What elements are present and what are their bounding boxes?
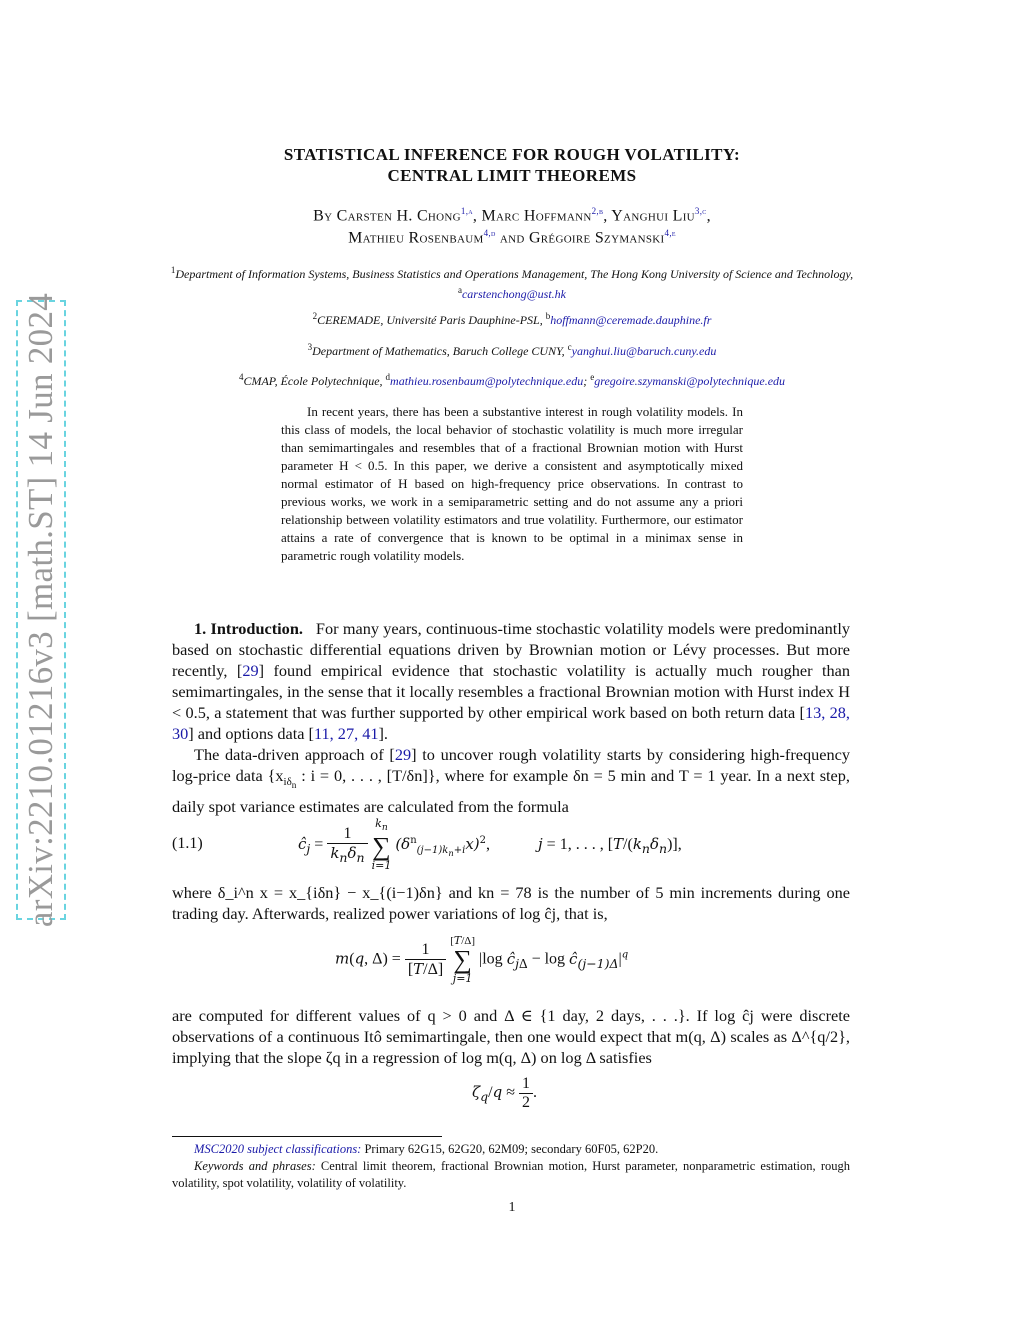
author-name: Yanghui Liu	[611, 207, 695, 225]
equation-1-1: $ĉ_j$ = $\frac{1}{k_n\delta_n}$ $k_n$ ∑ i=1 $(\delta^n_{(j-1)k_n+i}x)^2$, j = 1, . . . , $[T/(k_n\delta_n)]$,	[298, 817, 682, 873]
intro-paragraph-2: The data-driven approach of [29] to uncover rough volatility starts by considering high-frequency log-price data {$x_{i\delta_n}$ : i = 0, . . . , [T/δn]}, where for example δn = 5 min and T = 1 year. In a next step, daily spot variance estimates are calculated from the formula	[172, 745, 851, 817]
author-name: Marc Hoffmann	[481, 207, 592, 225]
footnotes	[172, 1141, 850, 1192]
page-number: 1	[508, 1200, 516, 1215]
msc-footnote: MSC2020 subject classifications: Primary 62G15, 62G20, 62M09; secondary 60F05, 62P20.	[194, 1142, 659, 1156]
equation-slope: $\zeta_q/q$ ≈ $\frac{1}{2}$ .	[472, 1075, 537, 1111]
arxiv-stamp	[16, 292, 66, 928]
email-link[interactable]: yanghui.liu@baruch.cuny.edu	[571, 344, 717, 358]
author-name: Grégoire Szymanski	[528, 229, 665, 247]
authors-line2: Mathieu Rosenbaum$^{4,d}$ and Grégoire Szymanski$^{4,e}$	[348, 228, 676, 247]
footnote-rule	[172, 1136, 442, 1137]
intro-paragraph-4: are computed for different values of q > 0 and Δ ∈ {1 day, 2 days, . . .}. If log ĉj were discrete observations of a continuous Itô semimartingale, then one would expect that m(q, Δ) scales as Δ^{q/2}, implying that the slope ζq in a regression of log m(q, Δ) on log Δ satisfies	[172, 1006, 850, 1067]
email-link[interactable]: hoffmann@ceremade.dauphine.fr	[550, 313, 712, 327]
citation-link[interactable]: 11, 27, 41	[313, 724, 379, 743]
intro-paragraph-3: where δ_i^n x = x_{iδn} − x_{(i−1)δn} and kn = 78 is the number of 5 min increments during one trading day. Afterwards, realized power variations of log ĉj, that is,	[172, 883, 850, 923]
equation-power-variation: m(q, Δ) = $\frac{1}{[T/\Delta]}$ [T/Δ] ∑ j=1 |log $ĉ_{j\Delta} - \log$ $ĉ_{(j-1)\Delta}|^q$	[335, 934, 629, 985]
intro-paragraph-1: 1. Introduction. For many years, continuous-time stochastic volatility models were predominantly based on stochastic differential equations driven by Brownian motion or Lévy processes. But more recently, [29] found empirical evidence that stochastic volatility is actually much rougher than semimartingales, in the sense that it locally resembles a fractional Brownian motion with Hurst index H < 0.5, a statement that was further supported by other empirical work based on both return data [13, 28, 30] and options data [11, 27, 41].	[172, 619, 851, 743]
author-name: Mathieu Rosenbaum	[348, 229, 484, 247]
author-name: Carsten H. Chong	[336, 207, 461, 225]
email-link[interactable]: gregoire.szymanski@polytechnique.edu	[594, 374, 786, 388]
citation-link[interactable]: 13, 28, 30	[172, 703, 850, 743]
paper-title-line1: STATISTICAL INFERENCE FOR ROUGH VOLATILITY:	[283, 145, 741, 164]
paper-title-line2: CENTRAL LIMIT THEOREMS	[387, 166, 637, 185]
affiliation-1: $^1$Department of Information Systems, Business Statistics and Operations Management, The Hong Kong University of Science and Technology, $^a$carstenchong@ust.hk	[170, 265, 854, 301]
email-link[interactable]: carstenchong@ust.hk	[461, 287, 567, 301]
section-heading: 1. Introduction.	[194, 619, 303, 638]
email-link[interactable]: mathieu.rosenbaum@polytechnique.edu	[390, 374, 584, 388]
affiliation-3: $^3$Department of Mathematics, Baruch College CUNY, $^c$yanghui.liu@baruch.cuny.edu	[307, 342, 717, 358]
abstract: In recent years, there has been a substantive interest in rough volatility models. In this class of models, the local behavior of stochastic volatility is much more irregular than semimartingales and resembles that of a fractional Brownian motion with Hurst parameter H < 0.5. In this paper, we derive a consistent and asymptotically mixed normal estimator of H based on high-frequency price observations. In contrast to previous works, we work in a semiparametric setting and do not assume any a priori relationship between volatility estimators and true volatility. Furthermore, our estimator attains a rate of convergence that is known to be optimal in a minimax sense in parametric rough volatility models.	[281, 404, 743, 563]
introduction-section	[172, 618, 850, 817]
affiliation-4: $^4$CMAP, École Polytechnique, $^d$mathieu.rosenbaum@polytechnique.edu; $^e$gregoire.szymanski@polytechnique.edu	[238, 372, 786, 388]
arxiv-stamp-text: arXiv:2210.01216v3 [math.ST] 14 Jun 2024	[21, 292, 60, 928]
msc-link[interactable]: MSC2020 subject classifications:	[194, 1142, 362, 1156]
equation-label: (1.1)	[172, 835, 203, 852]
authors-line1: By Carsten H. Chong$^{1,a}$, Marc Hoffmann$^{2,b}$, Yanghui Liu$^{3,c}$,	[313, 206, 711, 225]
keywords-footnote: Keywords and phrases: Central limit theorem, fractional Brownian motion, Hurst parameter, nonparametric estimation, rough volatility, spot volatility, volatility of volatility.	[172, 1159, 850, 1190]
affiliation-2: $^2$CEREMADE, Université Paris Dauphine-PSL, $^b$hoffmann@ceremade.dauphine.fr	[312, 311, 712, 327]
citation-link[interactable]: 29	[394, 745, 412, 764]
citation-link[interactable]: 29	[242, 661, 259, 680]
